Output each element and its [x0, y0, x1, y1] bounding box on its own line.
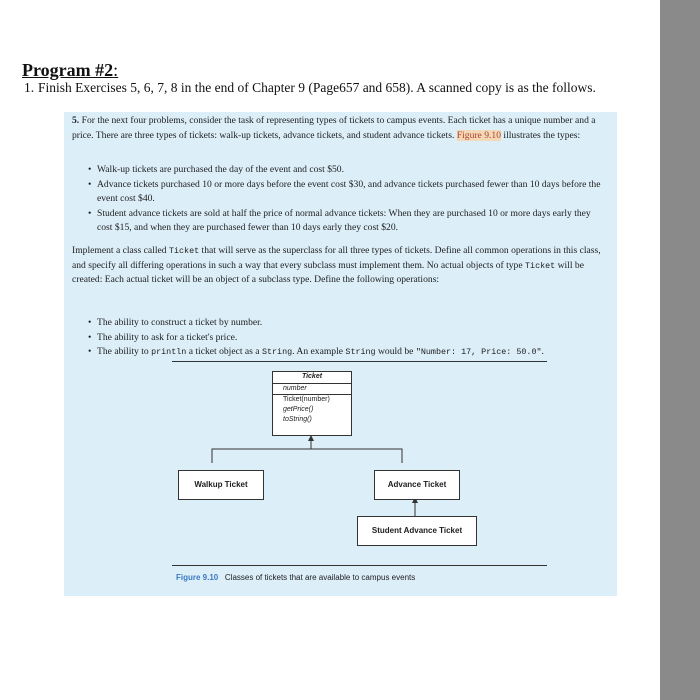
code-ticket: Ticket: [168, 246, 200, 256]
op3-text-d: would be: [377, 346, 414, 358]
method-tostring: toString(): [283, 416, 312, 423]
op3-text-c: . An example: [292, 346, 344, 358]
p2-text-c: will be created: Each actual ticket will be an object of a subclass type. Define the following operations:: [72, 259, 584, 286]
list-item: • The ability to construct a ticket by number.: [88, 316, 608, 331]
exercise-item: [24, 80, 628, 96]
program-title: Program #2: [22, 60, 114, 80]
advance-ticket-box: Advance Ticket: [374, 470, 460, 500]
list-item: • Student advance tickets are sold at half the price of normal advance tickets: When they are purchased 10 or more days early they cost $15, and when they are purchased fewer than 10 days early they cost $20.: [88, 207, 608, 236]
op3-text-e: .: [541, 346, 544, 358]
list-item: • Advance tickets purchased 10 or more days before the event cost $30, and advance tickets purchased fewer than 10 days before the event cost $40.: [88, 178, 608, 207]
exercise-number: 1.: [24, 80, 35, 95]
scanned-page: [64, 112, 617, 596]
class-methods: [273, 395, 351, 425]
problem-number: 5.: [72, 115, 80, 126]
student-advance-ticket-box: Student Advance Ticket: [357, 516, 477, 546]
program-heading: [22, 60, 118, 81]
list-item: • Walk-up tickets are purchased the day of the event and cost $50.: [88, 163, 608, 178]
code-string: String: [261, 347, 293, 358]
ticket-class-box: [272, 371, 352, 436]
code-string: String: [345, 347, 376, 358]
viewer-side-bar: [660, 0, 700, 700]
walkup-ticket-box: Walkup Ticket: [178, 470, 264, 500]
op3-text-a: The ability to: [97, 346, 149, 358]
figure-reference: Figure 9.10: [456, 129, 502, 141]
problem-5-end: illustrates the types:: [503, 129, 581, 141]
figure-caption-text: Classes of tickets that are available to campus events: [224, 573, 416, 582]
p2-text-b: that will serve as the superclass for all three types of tickets. Define all common operations in this class, and specify all differing operations in such a way that every subclass must implement them. No actual objects of type: [72, 245, 601, 271]
code-example-string: "Number: 17, Price: 50.0": [415, 347, 542, 358]
exercise-text: Finish Exercises 5, 6, 7, 8 in the end of Chapter 9 (Page657 and 658). A scanned copy is as the follows.: [38, 80, 596, 95]
inheritance-line: [212, 449, 402, 463]
uml-connectors: [64, 112, 617, 596]
class-attribute: number: [273, 384, 351, 395]
code-println: println: [151, 347, 187, 358]
figure-label: Figure 9.10: [176, 573, 219, 582]
op3-text-b: a ticket object as a: [188, 346, 260, 358]
problem-5-text: For the next four problems, consider the task of representing types of tickets to campus events. Each ticket has a unique number and a price. There are three types of tickets: walk-up tickets, advance tickets, and student advance tickets.: [72, 115, 596, 141]
code-ticket: Ticket: [525, 260, 556, 271]
figure-caption: [176, 571, 415, 586]
class-name: Ticket: [273, 372, 351, 384]
method-constructor: Ticket(number): [283, 396, 330, 403]
list-item: • The ability to ask for a ticket's price.: [88, 331, 608, 346]
program-title-colon: :: [113, 60, 119, 80]
method-getprice: getPrice(): [283, 406, 314, 413]
figure-bottom-rule: [172, 565, 547, 566]
p2-text-a: Implement a class called: [72, 245, 167, 256]
